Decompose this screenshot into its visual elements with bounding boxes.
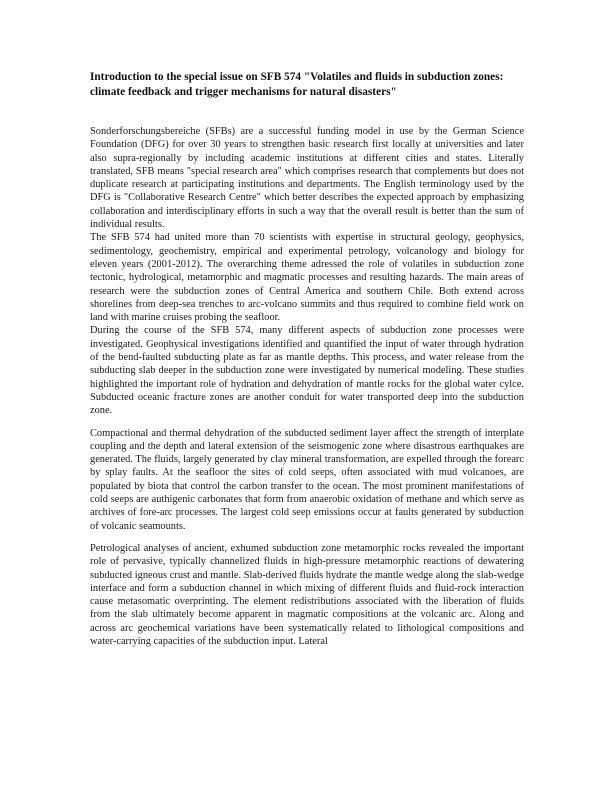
paragraph-sfb574-scope: The SFB 574 had united more than 70 scientists with expertise in structural geology, geophysics, sedimentology, geochemistry, empirical and experimental petrology, volcanology and biology for eleven years (2001-2012). The overarching theme adressed the role of volatiles in subduction zone tectonic, hydrological, metamorphic and magmatic processes and resulting hazards. The main areas of research were the subduction zones of Central America and southern Chile. Both extend across shorelines from deep-sea trenches to arc-volcano summits and thus required to combine field work on land with marine cruises probing the seafloor. <box>90 232 524 324</box>
paragraph-sfb-intro: Sonderforschungsbereiche (SFBs) are a successful funding model in use by the German Science Foundation (DFG) for over 30 years to strengthen basic research first locally at universities and later also supra-regionally by including academic institutions at different cities and states. Literally translated, SFB means "special research area" which comprises research that complements but does not duplicate research at participating institutions and departments. The English terminology used by the DFG is "Collaborative Research Centre" which better describes the expected approach by emphasizing collaboration and interdisciplinary efforts in such a way that the overall result is better than the sum of individual results. <box>90 126 524 231</box>
paragraph-petrology: Petrological analyses of ancient, exhumed subduction zone metamorphic rocks revealed the important role of pervasive, typically channelized fluids in high-pressure metamorphic reactions of dewatering subducted igneous crust and mantle. Slab-derived fluids hydrate the mantle wedge along the slab-wedge interface and form a subduction channel in which mixing of different fluids and fluid-rock interaction cause metasomatic overprinting. The element redistributions associated with the liberation of fluids from the slab ultimately become apparent in magmatic compositions at the volcanic arc. Along and across arc geochemical variations have been systematically related to lithological compositions and water-carrying capacities of the subduction input. Lateral <box>90 542 524 647</box>
document-title: Introduction to the special issue on SFB 574 "Volatiles and fluids in subduction zones: climate feedback and trigger mechanisms for natural disasters" <box>90 71 504 98</box>
paragraph-investigations: During the course of the SFB 574, many different aspects of subduction zone processes were investigated. Geophysical investigations identified and quantified the input of water through hydration of the bend-faulted subducting plate as far as mantle depths. This process, and water release from the subducting slab deeper in the subduction zone were investigated by numerical modeling. These studies highlighted the important role of hydration and dehydration of mantle rocks for the global water cylce. Subducted oceanic fracture zones are another conduit for water transported deep into the subduction zone. <box>90 325 524 417</box>
document-body <box>90 125 524 648</box>
paragraph-dehydration: Compactional and thermal dehydration of the subducted sediment layer affect the strength of interplate coupling and the depth and lateral extension of the seismogenic zone where disastrous earthquakes are generated. The fluids, largely generated by clay mineral transformation, are expelled through the forearc by splay faults. At the seafloor the sites of cold seeps, often associated with mud volcanoes, are populated by biota that control the carbon transfer to the ocean. The most prominent manifestations of cold seeps are authigenic carbonates that form from anaerobic oxidation of methane and which serve as archives of fore-arc processes. The largest cold seep emissions occur at faults generated by subduction of volcanic seamounts. <box>90 427 524 532</box>
